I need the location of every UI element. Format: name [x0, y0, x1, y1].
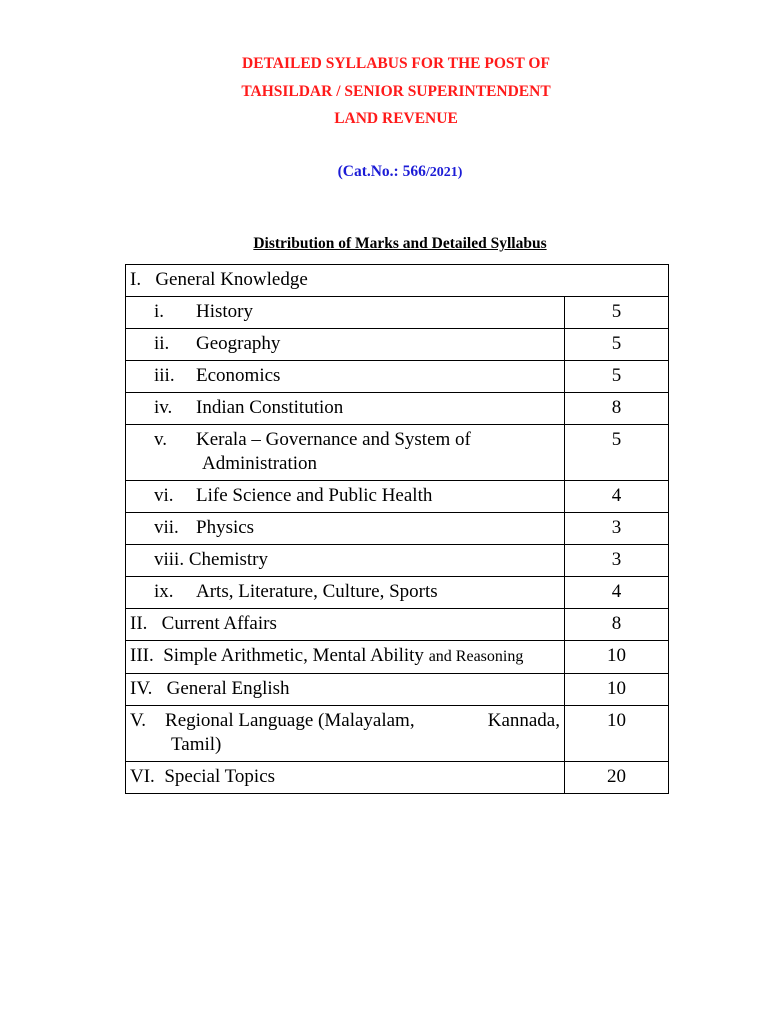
section-numeral: IV.: [130, 678, 153, 699]
subitem-cell: [126, 297, 565, 329]
category-number-year: /2021): [425, 165, 463, 180]
section-heading: Distribution of Marks and Detailed Syllabus: [253, 235, 547, 252]
marks-cell: 5: [565, 297, 669, 329]
document-title-line-2: TAHSILDAR / SENIOR SUPERINTENDENT: [241, 83, 551, 100]
marks-cell: 5: [565, 425, 669, 481]
subitem-label: Physics: [196, 517, 255, 538]
subitem-number: vii.: [154, 517, 179, 538]
table-row: [126, 706, 669, 762]
table-row: [126, 425, 669, 481]
section-numeral: I.: [130, 269, 142, 290]
category-number: [0, 163, 768, 181]
table-row: [126, 609, 669, 641]
subitem-number: iii.: [154, 365, 175, 386]
category-number-prefix: (Cat.No.: 566: [337, 163, 426, 180]
subitem-cell: [126, 545, 565, 577]
subitem-cell: [126, 393, 565, 425]
marks-cell: 10: [565, 674, 669, 706]
table-row: [126, 297, 669, 329]
subitem-label: Kerala – Governance and System of: [196, 429, 471, 450]
subitem-cell: [126, 425, 565, 481]
section-numeral: II.: [130, 613, 148, 634]
subitem-label: Chemistry: [188, 549, 269, 570]
document-title-line-3: LAND REVENUE: [334, 110, 458, 127]
subitem-number: ix.: [154, 581, 174, 602]
marks-cell: 8: [565, 393, 669, 425]
table-row: [126, 674, 669, 706]
subitem-number: viii.: [154, 549, 185, 570]
subitem-label: Geography: [196, 333, 281, 354]
section-cell: [126, 706, 565, 762]
table-row: [126, 762, 669, 794]
section-cell: [126, 674, 565, 706]
marks-cell: 4: [565, 481, 669, 513]
section-cell: [126, 641, 565, 674]
table-row: [126, 641, 669, 674]
subitem-label: History: [196, 301, 253, 322]
subitem-label: Arts, Literature, Culture, Sports: [196, 581, 438, 602]
subitem-number: v.: [154, 429, 168, 450]
section-cell: [126, 609, 565, 641]
marks-cell: 3: [565, 513, 669, 545]
marks-cell: 8: [565, 609, 669, 641]
table-row: [126, 361, 669, 393]
section-title: General English: [166, 678, 290, 699]
subitem-cell: [126, 329, 565, 361]
table-row: [126, 329, 669, 361]
section-title: Special Topics: [164, 766, 276, 787]
subitem-number: ii.: [154, 333, 170, 354]
section-title-part-c: Tamil): [171, 734, 222, 755]
section-title: General Knowledge: [155, 269, 308, 290]
marks-cell: 4: [565, 577, 669, 609]
table-row: [126, 481, 669, 513]
section-title-part-a: Regional Language (Malayalam,: [165, 710, 415, 731]
subitem-label: Indian Constitution: [196, 397, 344, 418]
subitem-number: vi.: [154, 485, 174, 506]
section-title-tail: and Reasoning: [428, 648, 524, 665]
section-numeral: III.: [130, 645, 154, 666]
section-numeral: VI.: [130, 766, 155, 787]
subitem-label-continued: Administration: [202, 453, 318, 474]
subitem-number: iv.: [154, 397, 173, 418]
marks-cell: 10: [565, 706, 669, 762]
marks-cell: 3: [565, 545, 669, 577]
section-title-line: [130, 709, 560, 733]
syllabus-table: [125, 264, 669, 794]
marks-cell: 5: [565, 361, 669, 393]
table-row: [126, 265, 669, 297]
section-title-first: [130, 709, 415, 733]
table-row: [126, 577, 669, 609]
subitem-number: i.: [154, 301, 165, 322]
section-title: Current Affairs: [161, 613, 277, 634]
section-title-part-b: Kannada,: [487, 710, 560, 731]
section-header-cell: [126, 265, 669, 297]
section-title: Simple Arithmetic, Mental Ability: [163, 645, 424, 666]
section-cell: [126, 762, 565, 794]
marks-cell: 20: [565, 762, 669, 794]
subitem-cell: [126, 361, 565, 393]
subitem-cell: [126, 513, 565, 545]
table-row: [126, 393, 669, 425]
marks-cell: 10: [565, 641, 669, 674]
subitem-cell: [126, 481, 565, 513]
subitem-cell: [126, 577, 565, 609]
table-row: [126, 513, 669, 545]
document-title-line-1: DETAILED SYLLABUS FOR THE POST OF: [242, 55, 550, 72]
subitem-label: Economics: [196, 365, 281, 386]
marks-cell: 5: [565, 329, 669, 361]
table-row: [126, 545, 669, 577]
section-numeral: V.: [130, 710, 147, 731]
subitem-label: Life Science and Public Health: [196, 485, 433, 506]
